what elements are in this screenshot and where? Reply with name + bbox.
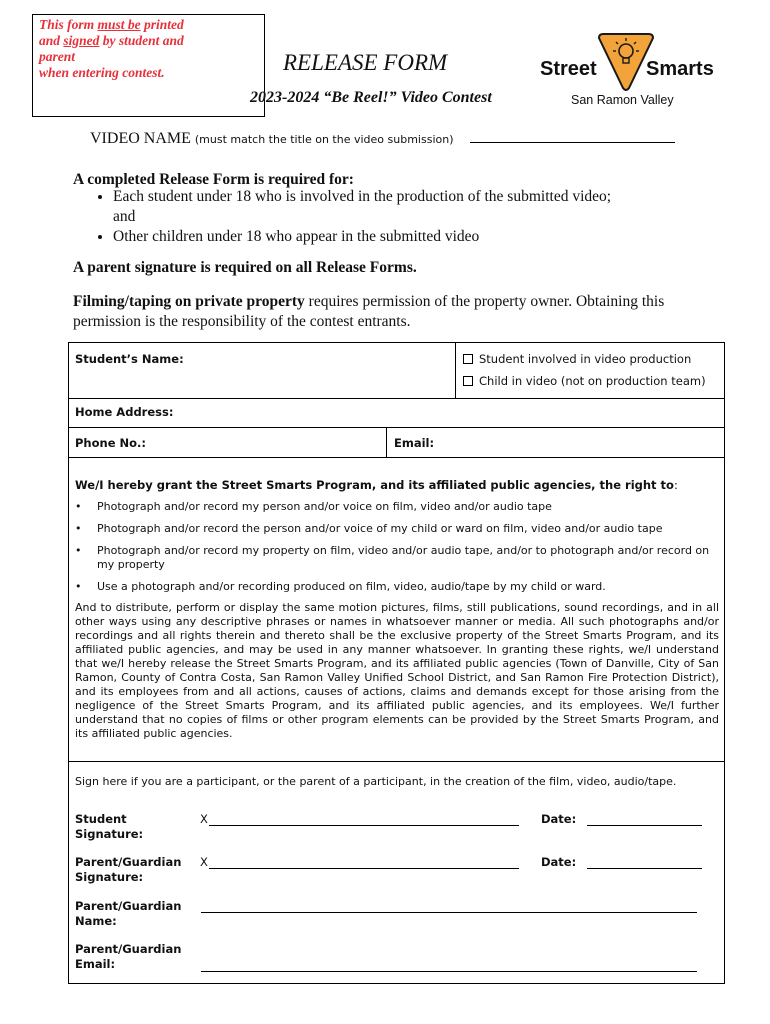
video-name-row [90, 130, 675, 148]
video-name-hint: (must match the title on the video submission) [194, 133, 454, 146]
logo-region: San Ramon Valley [571, 93, 674, 107]
parent-email-label: Parent/Guardian Email: [75, 942, 182, 971]
home-address-label: Home Address: [75, 405, 174, 419]
parent-name-label: Parent/Guardian Name: [75, 899, 182, 928]
parent-date-label: Date: [541, 855, 577, 869]
parent-signature-note: A parent signature is required on all Release Forms. [73, 259, 417, 276]
option-child-in-video[interactable]: Child in video (not on production team) [463, 374, 706, 388]
release-form-box: Student’s Name: Student involved in video production Child in video (not on production team) Home Address: Phone No.: Email: We/I hereby grant the Street Smarts Program, and its affiliated public agencies, the right to: • Photograph and/or record my person and/or voice on film, video and/or audio tape • Photograph and/or record the person and/or voice of my child or ward on film, video and/or audio tape • Photograph and/or record my property on film, video and/or audio tape, and/or to photograph and/or record on my property • Use a photograph and/or recording produced on film, video, audio/tape by my child or ward. And to distribute, perform or display the same motion pictures, films, still publications, sound recordings, and in all other ways using any descriptive phrases or names in whatsoever manner or media. All such photographs and/or recordings and all rights therein and thereto shall be the exclusive property of the Street Smarts Program, and its affiliated public agencies, and may be used in any manner whatsoever. In granting these rights, we/I understand that we/I hereby release the Street Smarts Program, and its affiliated public agencies (Town of Danville, City of San Ramon, County of Contra Costa, San Ramon Valley Unified School District, and San Ramon Fire Protection District), and its employees from and all actions, causes of actions, claims and demands except for those arising from the negligence of the Street Smarts Program, and its affiliated public agencies, and its employees. We/I further understand that no copies of films or other program elements can be provided by the Street Smarts Program, and its affiliated public agencies. Sign here if you are a participant, or the parent of a participant, in the creation of the film, video, audio/tape. Student Signature: X Date: Parent/Guardian Signature: X Date: Parent/Guardian Name: Parent/Guardian Email: [68, 342, 725, 984]
student-date-label: Date: [541, 812, 577, 826]
notice-line-4: when entering contest. [39, 65, 165, 80]
requirement-item: • Other children under 18 who appear in the submitted video [113, 227, 693, 247]
requirement-item: • Each student under 18 who is involved in the production of the submitted video; and [113, 187, 693, 227]
student-date-field[interactable] [587, 825, 702, 826]
parent-x-mark: X [200, 855, 208, 869]
student-signature-label: Student Signature: [75, 812, 144, 841]
logo-word-street: Street [540, 58, 597, 80]
notice-line-3: parent [39, 49, 76, 64]
street-smarts-logo [538, 32, 718, 112]
parent-name-field[interactable] [201, 912, 697, 913]
sign-instruction: Sign here if you are a participant, or the parent of a participant, in the creation of the film, video, audio/tape. [75, 775, 677, 788]
release-paragraph: And to distribute, perform or display the same motion pictures, films, still publications, sound recordings, and in all other ways using any descriptive phrases or names in whatsoever manner or media. All such photographs and/or recordings and all rights therein and thereto shall be the exclusive property of the Street Smarts Program, and its affiliated public agencies, and may be used in any manner whatsoever. In granting these rights, we/I understand that we/I hereby release the Street Smarts Program, and its affiliated public agencies (Town of Danville, City of San Ramon, County of Contra Costa, San Ramon Valley Unified School District, and San Ramon Fire Protection District), and its employees from and all actions, causes of actions, claims and demands except for those arising from the negligence of the Street Smarts Program, and its affiliated public agencies, and its employees. We/I further understand that no copies of films or other program elements can be provided by the Street Smarts Program, and its affiliated public agencies. [75, 601, 719, 740]
option-student-production[interactable]: Student involved in video production [463, 352, 691, 366]
parent-signature-field[interactable] [209, 868, 519, 869]
parent-date-field[interactable] [587, 868, 702, 869]
form-title: RELEASE FORM [283, 50, 448, 75]
video-name-label: VIDEO NAME [90, 130, 191, 147]
requirements-list [73, 187, 693, 247]
logo-word-smarts: Smarts [646, 58, 714, 80]
student-name-label: Student’s Name: [75, 352, 184, 366]
student-signature-field[interactable] [209, 825, 519, 826]
print-sign-notice [32, 14, 265, 117]
grant-heading: We/I hereby grant the Street Smarts Program, and its affiliated public agencies, the right to: [75, 478, 678, 492]
requirements-heading: A completed Release Form is required for: [73, 171, 354, 188]
phone-label: Phone No.: [75, 436, 146, 450]
contest-subtitle: 2023-2024 “Be Reel!” Video Contest [250, 89, 492, 106]
notice-line-2: and signed by student and [39, 33, 184, 48]
video-name-field[interactable] [470, 130, 675, 143]
notice-line-1: This form must be printed [39, 17, 184, 32]
parent-signature-label: Parent/Guardian Signature: [75, 855, 182, 884]
filming-note: Filming/taping on private property requires permission of the property owner. Obtaining this permission is the responsibility of the contest entrants. [73, 293, 665, 330]
email-label: Email: [394, 436, 435, 450]
student-x-mark: X [200, 812, 208, 826]
parent-email-field[interactable] [201, 971, 697, 972]
